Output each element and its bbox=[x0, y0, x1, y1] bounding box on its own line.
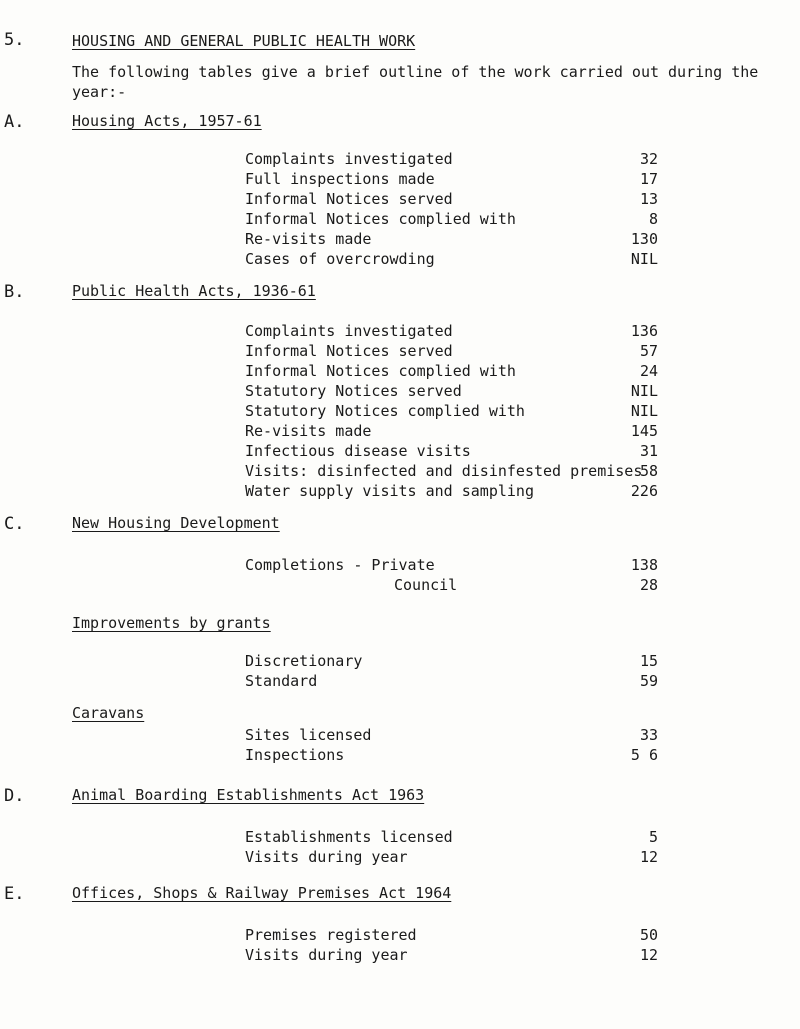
a-row-label: Complaints investigated bbox=[245, 150, 453, 168]
b-row-label: Water supply visits and sampling bbox=[245, 482, 534, 500]
page-title: HOUSING AND GENERAL PUBLIC HEALTH WORK bbox=[72, 32, 416, 50]
e-row-value: 12 bbox=[639, 946, 658, 964]
b-row-value: 24 bbox=[639, 362, 658, 380]
b-row-value: 31 bbox=[639, 442, 658, 460]
completions-private-value: 138 bbox=[630, 556, 658, 574]
section-a-letter: A. bbox=[4, 112, 25, 132]
b-row-value: 136 bbox=[630, 322, 658, 340]
b-row-label: Informal Notices served bbox=[245, 342, 453, 360]
section-number: 5. bbox=[4, 30, 25, 50]
section-a-title: Housing Acts, 1957-61 bbox=[72, 112, 262, 130]
caravans-row-value: 33 bbox=[639, 726, 658, 744]
a-row-value: 8 bbox=[648, 210, 658, 228]
section-c-letter: C. bbox=[4, 514, 25, 534]
e-row-value: 50 bbox=[639, 926, 658, 944]
completions-council-value: 28 bbox=[639, 576, 658, 594]
a-row-label: Cases of overcrowding bbox=[245, 250, 435, 268]
section-d-title: Animal Boarding Establishments Act 1963 bbox=[72, 786, 425, 804]
caravans-title: Caravans bbox=[72, 704, 145, 722]
b-row-label: Re-visits made bbox=[245, 422, 372, 440]
intro-paragraph: The following tables give a brief outline of the work carried out during the year:- bbox=[72, 63, 759, 101]
caravans-row-label: Inspections bbox=[245, 746, 345, 764]
section-d-letter: D. bbox=[4, 786, 25, 806]
a-row-label: Full inspections made bbox=[245, 170, 435, 188]
a-row-value: 13 bbox=[639, 190, 658, 208]
improvements-row-label: Standard bbox=[245, 672, 318, 690]
a-row-label: Informal Notices served bbox=[245, 190, 453, 208]
b-row-label: Statutory Notices complied with bbox=[245, 402, 525, 420]
completions-private-label: Completions - Private bbox=[245, 556, 435, 574]
completions-council-label: Council bbox=[394, 576, 458, 594]
d-row-label: Establishments licensed bbox=[245, 828, 453, 846]
a-row-value: 130 bbox=[630, 230, 658, 248]
b-row-label: Informal Notices complied with bbox=[245, 362, 516, 380]
a-row-value: NIL bbox=[630, 250, 658, 268]
section-b-title: Public Health Acts, 1936-61 bbox=[72, 282, 316, 300]
b-row-value: NIL bbox=[630, 402, 658, 420]
b-row-label: Infectious disease visits bbox=[245, 442, 471, 460]
d-row-label: Visits during year bbox=[245, 848, 408, 866]
section-e-title: Offices, Shops & Railway Premises Act 1964 bbox=[72, 884, 452, 902]
section-b-letter: B. bbox=[4, 282, 25, 302]
b-row-label: Visits: disinfected and disinfested premises bbox=[245, 462, 643, 480]
b-row-label: Complaints investigated bbox=[245, 322, 453, 340]
e-row-label: Visits during year bbox=[245, 946, 408, 964]
improvements-row-value: 59 bbox=[639, 672, 658, 690]
caravans-row-value: 5 6 bbox=[630, 746, 658, 764]
e-row-label: Premises registered bbox=[245, 926, 417, 944]
b-row-value: NIL bbox=[630, 382, 658, 400]
b-row-value: 57 bbox=[639, 342, 658, 360]
d-row-value: 5 bbox=[648, 828, 658, 846]
a-row-label: Re-visits made bbox=[245, 230, 372, 248]
b-row-value: 145 bbox=[630, 422, 658, 440]
caravans-row-label: Sites licensed bbox=[245, 726, 372, 744]
section-e-letter: E. bbox=[4, 884, 25, 904]
improvements-title: Improvements by grants bbox=[72, 614, 271, 632]
a-row-value: 32 bbox=[639, 150, 658, 168]
b-row-label: Statutory Notices served bbox=[245, 382, 462, 400]
section-c-title: New Housing Development bbox=[72, 514, 280, 532]
b-row-value: 58 bbox=[639, 462, 658, 480]
d-row-value: 12 bbox=[639, 848, 658, 866]
a-row-label: Informal Notices complied with bbox=[245, 210, 516, 228]
a-row-value: 17 bbox=[639, 170, 658, 188]
b-row-value: 226 bbox=[630, 482, 658, 500]
improvements-row-value: 15 bbox=[639, 652, 658, 670]
improvements-row-label: Discretionary bbox=[245, 652, 363, 670]
